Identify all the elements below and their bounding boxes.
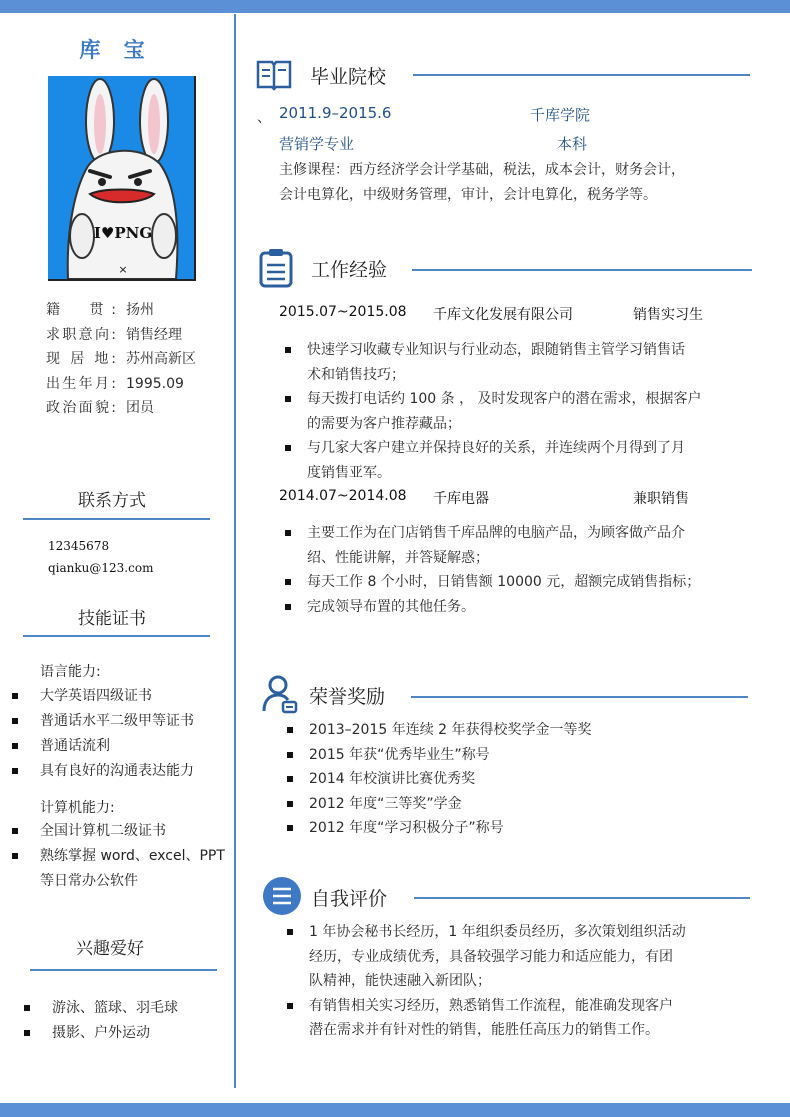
profile-photo [48, 76, 196, 281]
hobbies-title: 兴趣爱好 [76, 939, 144, 959]
job-company: 千库文化发展有限公司 [433, 307, 573, 323]
list-item: 游泳、篮球、羽毛球 [24, 996, 224, 1021]
language-skill-heading: 语言能力: [40, 664, 101, 680]
list-item: 有销售相关实习经历，熟悉销售工作流程，能准确发现客户 潜在需求并有针对性的销售，能胜任高压力的销售工作。 [281, 994, 761, 1043]
skills-rule [23, 635, 210, 637]
work-rule [412, 269, 752, 271]
job-period: 2014.07~2014.08 [279, 488, 407, 504]
job-duties [279, 338, 759, 485]
list-item: 2012 年度“三等奖”学金 [281, 792, 751, 817]
info-value: 苏州高新区 [126, 351, 196, 367]
list-item: 普通话流利 [12, 734, 227, 759]
hobbies-list [24, 996, 224, 1046]
language-skill-list [12, 684, 227, 784]
education-rule [413, 74, 750, 76]
courses-line: 主修课程：西方经济学会计学基础，税法，成本会计，财务会计， [279, 162, 685, 178]
self-eval-rule [414, 897, 750, 899]
list-item: 熟练掌握 word、excel、PPT [12, 844, 227, 869]
honors-rule [411, 696, 748, 698]
info-label: 求职意向: [46, 326, 116, 343]
info-value: 1995.09 [126, 375, 184, 392]
email-address: qianku@123.com [48, 561, 154, 575]
info-value: 团员 [126, 400, 154, 416]
list-item: 全国计算机二级证书 [12, 819, 227, 844]
work-title: 工作经验 [311, 259, 388, 281]
list-item: 1 年协会秘书长经历，1 年组织委员经历，多次策划组织活动 经历，专业成绩优秀，具备较强学习能力和适应能力，有团 队精神，能快速融入新团队； [281, 920, 761, 994]
phone-number: 12345678 [48, 539, 110, 553]
info-value: 扬州 [126, 302, 154, 318]
person-icon [261, 674, 299, 714]
contact-title: 联系方式 [78, 491, 146, 511]
clipboard-icon [258, 247, 294, 289]
list-item: 每天拨打电话约 100 条 ， 及时发现客户的潜在需求，根据客户 的需要为客户推荐藏品； [279, 387, 759, 436]
list-circle-icon [262, 876, 302, 916]
list-item: 具有良好的沟通表达能力 [12, 759, 227, 784]
info-row [46, 298, 196, 323]
list-item: 每天工作 8 个小时，日销售额 10000 元，超额完成销售指标； [279, 570, 759, 595]
column-divider [234, 14, 236, 1088]
honors-title: 荣誉奖励 [309, 686, 386, 708]
self-eval-title: 自我评价 [311, 888, 388, 910]
computer-skill-list [12, 819, 227, 894]
courses-line: 会计电算化，中级财务管理，审计，会计电算化，税务学等。 [279, 186, 657, 203]
degree: 本科 [557, 135, 588, 153]
list-item: 主要工作为在门店销售千库品牌的电脑产品，为顾客做产品介 绍、性能讲解，并答疑解惑； [279, 521, 759, 570]
list-item: 与几家大客户建立并保持良好的关系，并连续两个月得到了月 度销售亚军。 [279, 436, 759, 485]
info-row [46, 396, 196, 421]
info-label: 籍 贯: [46, 302, 116, 318]
education-mark: 、 [257, 110, 271, 126]
book-icon [255, 57, 293, 91]
computer-skill-heading: 计算机能力: [40, 800, 115, 816]
list-item: 摄影、户外运动 [24, 1021, 224, 1046]
list-item: 2014 年校演讲比赛优秀奖 [281, 767, 751, 792]
shirt-text: I♥PNG [93, 224, 153, 242]
info-label: 政治面貌: [46, 400, 116, 416]
info-row [46, 372, 196, 397]
list-item: 普通话水平二级甲等证书 [12, 709, 227, 734]
info-row [46, 347, 196, 372]
contact-rule [23, 518, 210, 520]
top-bar [0, 0, 790, 13]
list-item: 大学英语四级证书 [12, 684, 227, 709]
bottom-bar [0, 1103, 790, 1117]
job-company: 千库电器 [433, 491, 489, 507]
list-item: 2015 年获“优秀毕业生”称号 [281, 743, 751, 768]
self-eval-list [281, 920, 761, 1043]
list-item: 2013–2015 年连续 2 年获得校奖学金一等奖 [281, 718, 751, 743]
list-item: 快速学习收藏专业知识与行业动态，跟随销售主管学习销售话 术和销售技巧； [279, 338, 759, 387]
school-name: 千库学院 [530, 106, 591, 124]
education-period: 2011.9–2015.6 [279, 104, 392, 122]
candidate-name: 库 宝 [79, 38, 153, 62]
job-duties [279, 521, 759, 619]
contact-info [48, 535, 153, 579]
info-value: 销售经理 [126, 326, 182, 343]
job-period: 2015.07~2015.08 [279, 304, 407, 320]
list-item-continued: 等日常办公软件 [40, 873, 138, 889]
list-item: 2012 年度“学习积极分子”称号 [281, 816, 751, 841]
info-label: 现 居 地: [46, 351, 116, 367]
honors-list [281, 718, 751, 841]
job-role: 销售实习生 [633, 307, 703, 323]
info-row [46, 323, 196, 348]
hobbies-rule [30, 969, 217, 971]
courses [279, 158, 759, 207]
list-item: 完成领导布置的其他任务。 [279, 595, 759, 620]
photo-mark: × [118, 263, 128, 276]
job-role: 兼职销售 [633, 491, 689, 507]
info-label: 出生年月: [46, 375, 116, 392]
skills-title: 技能证书 [78, 609, 146, 629]
personal-info [46, 298, 196, 421]
major: 营销学专业 [279, 135, 355, 153]
education-title: 毕业院校 [310, 66, 387, 88]
